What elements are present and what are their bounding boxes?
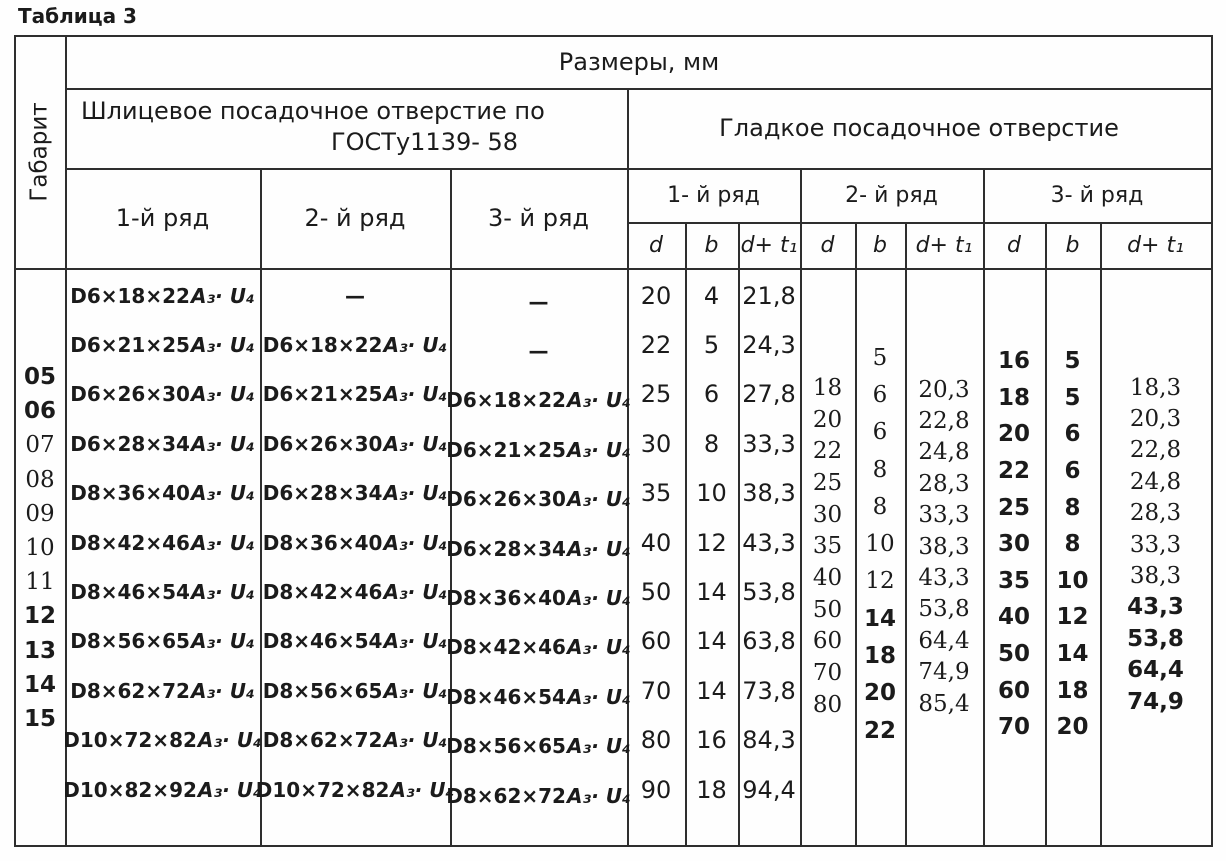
spline-col-header-3: 3- й ряд: [487, 204, 590, 232]
column-spline-row3: [446, 277, 631, 820]
cell-value: 25: [997, 494, 1030, 521]
cell-value: 06: [23, 398, 56, 425]
designation-base: D6×28×34: [70, 431, 190, 456]
cell-value: 18: [997, 384, 1030, 411]
cell-value: 20,3: [918, 376, 970, 403]
cell-value: 5: [1064, 348, 1081, 375]
designation-base: D8×36×40: [70, 481, 190, 506]
designation-suffix: A₃· U₄: [190, 530, 255, 555]
header-spline-section: [81, 90, 625, 172]
designation-suffix: A₃· U₄: [383, 481, 448, 506]
cell-value: 53,8: [918, 596, 970, 623]
cell-value: [263, 469, 448, 518]
column-header-gabarit: [16, 37, 64, 321]
cell-value: 08: [25, 466, 55, 493]
cell-value: 5: [703, 331, 720, 360]
cell-value: 6: [703, 380, 720, 409]
cell-value: 05: [23, 364, 56, 391]
cell-value: 18: [696, 775, 727, 804]
designation-base: D10×72×82: [255, 777, 390, 802]
designation-suffix: A₃· U₄: [566, 536, 631, 561]
cell-value: 70: [640, 676, 672, 705]
subcol-b-1: b: [704, 232, 719, 258]
cell-value: 30: [997, 531, 1030, 558]
spline-col-header-2: 2- й ряд: [304, 204, 406, 232]
cell-value: [446, 623, 631, 672]
cell-value: 22,8: [1129, 437, 1182, 464]
cell-value: 14: [863, 605, 896, 632]
designation-base: D6×26×30: [262, 431, 383, 456]
cell-value: [263, 716, 448, 765]
cell-value: 80: [640, 726, 672, 755]
cell-value: 14: [696, 627, 727, 656]
column-g2-dt1: [907, 374, 981, 719]
designation-suffix: A₃· U₄: [383, 678, 448, 703]
cell-value: [345, 271, 365, 320]
cell-value: [263, 666, 448, 715]
designation-suffix: A₃· U₄: [383, 431, 448, 456]
cell-value: 20: [1056, 714, 1089, 741]
cell-value: 28,3: [918, 470, 970, 497]
subcol-d-2: d: [820, 232, 835, 258]
designation-base: —: [528, 339, 549, 364]
designation-base: D10×82×92: [63, 777, 197, 802]
cell-value: [70, 617, 255, 666]
cell-value: 24,8: [918, 439, 970, 466]
designation-base: D8×46×54: [262, 629, 383, 654]
spline-col-header-1: 1-й ряд: [115, 204, 210, 232]
designation-base: D8×56×65: [70, 629, 190, 654]
cell-value: [70, 320, 255, 369]
cell-value: 10: [865, 531, 895, 558]
designation-base: D8×62×72: [70, 678, 190, 703]
cell-value: 94,4: [742, 775, 796, 804]
cell-value: 18,3: [1129, 374, 1182, 401]
designation-base: D6×18×22: [446, 388, 566, 413]
cell-value: 43,3: [1127, 594, 1184, 621]
designation-base: D8×56×65: [446, 734, 566, 759]
cell-value: 20: [863, 680, 896, 707]
cell-value: 6: [1064, 458, 1081, 485]
cell-value: 6: [1064, 421, 1081, 448]
cell-value: [446, 722, 631, 771]
column-gabarit-values: [16, 360, 64, 736]
cell-value: 22: [640, 331, 672, 360]
cell-value: 24,3: [742, 331, 796, 360]
cell-value: 24,8: [1129, 468, 1182, 495]
cell-value: 22: [997, 458, 1030, 485]
cell-value: 22: [863, 717, 896, 744]
cell-value: 22,8: [918, 408, 970, 435]
designation-suffix: A₃· U₄: [566, 586, 631, 611]
cell-value: [63, 765, 261, 814]
cell-value: [63, 716, 261, 765]
cell-value: [263, 370, 448, 419]
cell-value: 21,8: [742, 281, 796, 310]
designation-suffix: A₃· U₄: [197, 728, 262, 753]
cell-value: 8: [872, 456, 888, 483]
designation-suffix: A₃· U₄: [566, 734, 631, 759]
designation-base: D6×28×34: [262, 481, 383, 506]
cell-value: 53,8: [1127, 625, 1184, 652]
cell-value: 5: [1064, 384, 1081, 411]
cell-value: 64,4: [1127, 657, 1184, 684]
designation-base: D6×26×30: [70, 382, 190, 407]
cell-value: 85,4: [918, 690, 970, 717]
cell-value: 50: [812, 596, 843, 623]
cell-value: 74,9: [918, 659, 970, 686]
cell-value: 60: [997, 677, 1030, 704]
cell-value: 16: [696, 726, 727, 755]
subcol-b-2: b: [873, 232, 887, 258]
cell-value: 50: [640, 578, 672, 607]
cell-value: 25: [640, 380, 672, 409]
designation-base: D6×28×34: [446, 536, 566, 561]
cell-value: 38,3: [742, 479, 796, 508]
table-border-line: [1211, 35, 1213, 847]
cell-value: [256, 765, 454, 814]
subcol-dt1-2: d+ t₁: [915, 232, 973, 258]
subcol-dt1-3: d+ t₁: [1127, 232, 1184, 258]
subcol-b-3: b: [1065, 232, 1080, 258]
cell-value: 64,4: [918, 627, 970, 654]
designation-base: D8×46×54: [70, 580, 190, 605]
designation-suffix: A₃· U₄: [390, 777, 455, 802]
cell-value: 20: [812, 406, 843, 433]
cell-value: 20,3: [1129, 406, 1182, 433]
designation-suffix: A₃· U₄: [566, 487, 631, 512]
cell-value: 63,8: [742, 627, 796, 656]
cell-value: [446, 475, 631, 524]
cell-value: 10: [696, 479, 727, 508]
designation-suffix: A₃· U₄: [190, 678, 255, 703]
cell-value: 10: [1056, 567, 1089, 594]
cell-value: 38,3: [1129, 563, 1182, 590]
cell-value: 50: [997, 641, 1030, 668]
cell-value: [263, 518, 448, 567]
column-g3-dt1: [1102, 372, 1209, 717]
cell-value: [70, 469, 255, 518]
designation-suffix: A₃· U₄: [383, 580, 448, 605]
designation-suffix: A₃· U₄: [383, 629, 448, 654]
cell-value: [70, 518, 255, 567]
cell-value: 13: [23, 637, 56, 664]
designation-base: D8×42×46: [70, 530, 190, 555]
table-border-line: [14, 845, 1213, 847]
column-g3-b: [1047, 343, 1098, 746]
cell-value: 33,3: [742, 429, 796, 458]
subcol-d-3: d: [1007, 232, 1021, 258]
cell-value: 14: [696, 578, 727, 607]
designation-suffix: A₃· U₄: [566, 635, 631, 660]
cell-value: 16: [997, 348, 1030, 375]
cell-value: 12: [1056, 604, 1089, 631]
cell-value: 6: [872, 419, 888, 446]
column-g1-dt1: [740, 271, 798, 814]
subcol-d-1: d: [649, 232, 663, 258]
designation-base: D6×26×30: [446, 487, 566, 512]
cell-value: 73,8: [742, 676, 796, 705]
cell-value: 8: [872, 493, 888, 520]
cell-value: 40: [640, 528, 672, 557]
cell-value: 43,3: [918, 565, 970, 592]
header-sizes-mm: Размеры, мм: [558, 47, 720, 76]
cell-value: [70, 271, 255, 320]
cell-value: [446, 524, 631, 573]
smooth-group-header-1: 1- й ряд: [667, 182, 760, 208]
cell-value: 15: [23, 705, 56, 732]
cell-value: 5: [872, 344, 888, 371]
spline-section-line2: ГОСТу1139- 58: [331, 128, 519, 156]
column-spline-row1: [63, 271, 262, 814]
cell-value: 43,3: [742, 528, 796, 557]
cell-value: 35: [640, 479, 672, 508]
cell-value: 14: [696, 676, 727, 705]
cell-value: 8: [1064, 531, 1081, 558]
designation-base: D6×21×25: [70, 333, 190, 358]
designation-suffix: A₃· U₄: [190, 481, 255, 506]
cell-value: 84,3: [742, 726, 796, 755]
cell-value: 33,3: [1129, 531, 1182, 558]
cell-value: 53,8: [742, 578, 796, 607]
subcol-dt1-1: d+ t₁: [740, 232, 798, 258]
cell-value: [70, 370, 255, 419]
cell-value: 4: [703, 281, 720, 310]
column-g1-d: [629, 271, 683, 814]
designation-suffix: A₃· U₄: [190, 333, 255, 358]
designation-suffix: A₃· U₄: [383, 382, 448, 407]
cell-value: 60: [640, 627, 672, 656]
cell-value: 14: [1056, 641, 1089, 668]
table-caption: Таблица 3: [18, 4, 137, 28]
smooth-group-header-3: 3- й ряд: [1050, 182, 1144, 208]
cell-value: 18: [812, 374, 843, 401]
cell-value: 07: [25, 432, 55, 459]
cell-value: 6: [872, 381, 888, 408]
cell-value: 18: [863, 643, 896, 670]
cell-value: [446, 672, 631, 721]
cell-value: 18: [1056, 677, 1089, 704]
cell-value: [446, 376, 631, 425]
designation-suffix: A₃· U₄: [566, 437, 631, 462]
column-g2-d: [802, 372, 853, 721]
cell-value: 27,8: [742, 380, 796, 409]
cell-value: 35: [812, 533, 843, 560]
designation-base: —: [345, 283, 365, 308]
designation-suffix: A₃· U₄: [197, 777, 262, 802]
cell-value: 8: [1064, 494, 1081, 521]
cell-value: 74,9: [1127, 688, 1184, 715]
cell-value: 22: [812, 438, 843, 465]
cell-value: [70, 419, 255, 468]
designation-suffix: A₃· U₄: [566, 388, 631, 413]
cell-value: 8: [703, 429, 720, 458]
designation-base: —: [528, 289, 549, 314]
cell-value: 09: [25, 500, 55, 527]
cell-value: [70, 666, 255, 715]
cell-value: 90: [640, 775, 672, 804]
cell-value: 12: [696, 528, 727, 557]
designation-base: D8×62×72: [446, 783, 566, 808]
cell-value: [263, 320, 448, 369]
cell-value: 11: [25, 569, 55, 596]
designation-base: D6×21×25: [446, 437, 566, 462]
cell-value: 12: [23, 603, 56, 630]
designation-base: D8×56×65: [262, 678, 383, 703]
designation-base: D8×36×40: [262, 530, 383, 555]
designation-base: D10×72×82: [63, 728, 197, 753]
cell-value: [263, 419, 448, 468]
designation-suffix: A₃· U₄: [190, 382, 255, 407]
cell-value: [446, 425, 631, 474]
designation-base: D8×46×54: [446, 684, 566, 709]
designation-suffix: A₃· U₄: [190, 283, 255, 308]
column-g3-d: [985, 343, 1043, 746]
cell-value: [263, 567, 448, 616]
cell-value: 70: [997, 714, 1030, 741]
cell-value: [446, 573, 631, 622]
designation-base: D6×18×22: [70, 283, 190, 308]
cell-value: 40: [997, 604, 1030, 631]
cell-value: [446, 771, 631, 820]
cell-value: 20: [640, 281, 672, 310]
cell-value: 30: [812, 501, 843, 528]
designation-suffix: A₃· U₄: [566, 783, 631, 808]
cell-value: 14: [23, 671, 56, 698]
designation-suffix: A₃· U₄: [383, 333, 448, 358]
designation-suffix: A₃· U₄: [190, 431, 255, 456]
cell-value: 28,3: [1129, 500, 1182, 527]
gabarit-label: Габарит: [27, 101, 54, 202]
cell-value: 33,3: [918, 502, 970, 529]
designation-suffix: A₃· U₄: [383, 530, 448, 555]
designation-base: D6×21×25: [262, 382, 383, 407]
cell-value: 70: [812, 660, 843, 687]
column-g2-b: [857, 339, 903, 749]
designation-base: D8×42×46: [446, 635, 566, 660]
cell-value: 10: [25, 535, 55, 562]
designation-suffix: A₃· U₄: [566, 684, 631, 709]
column-g1-b: [687, 271, 736, 814]
column-spline-row2: [255, 271, 455, 814]
designation-suffix: A₃· U₄: [190, 629, 255, 654]
header-smooth-section: Гладкое посадочное отверстие: [719, 114, 1119, 142]
designation-base: D8×36×40: [446, 586, 566, 611]
table-border-line: [14, 268, 1213, 270]
spline-section-line1: Шлицевое посадочное отверстие по: [81, 97, 545, 125]
cell-value: [529, 326, 549, 375]
cell-value: [263, 617, 448, 666]
cell-value: 40: [812, 564, 843, 591]
cell-value: 20: [997, 421, 1030, 448]
cell-value: 12: [865, 568, 895, 595]
cell-value: 38,3: [918, 533, 970, 560]
designation-suffix: A₃· U₄: [190, 580, 255, 605]
cell-value: 30: [640, 429, 672, 458]
cell-value: 60: [812, 628, 843, 655]
designation-base: D8×62×72: [262, 728, 383, 753]
cell-value: [70, 567, 255, 616]
cell-value: 80: [812, 691, 843, 718]
cell-value: 35: [997, 567, 1030, 594]
cell-value: 25: [812, 469, 843, 496]
cell-value: [529, 277, 549, 326]
designation-suffix: A₃· U₄: [383, 728, 448, 753]
smooth-group-header-2: 2- й ряд: [845, 182, 938, 208]
designation-base: D8×42×46: [262, 580, 383, 605]
designation-base: D6×18×22: [262, 333, 383, 358]
